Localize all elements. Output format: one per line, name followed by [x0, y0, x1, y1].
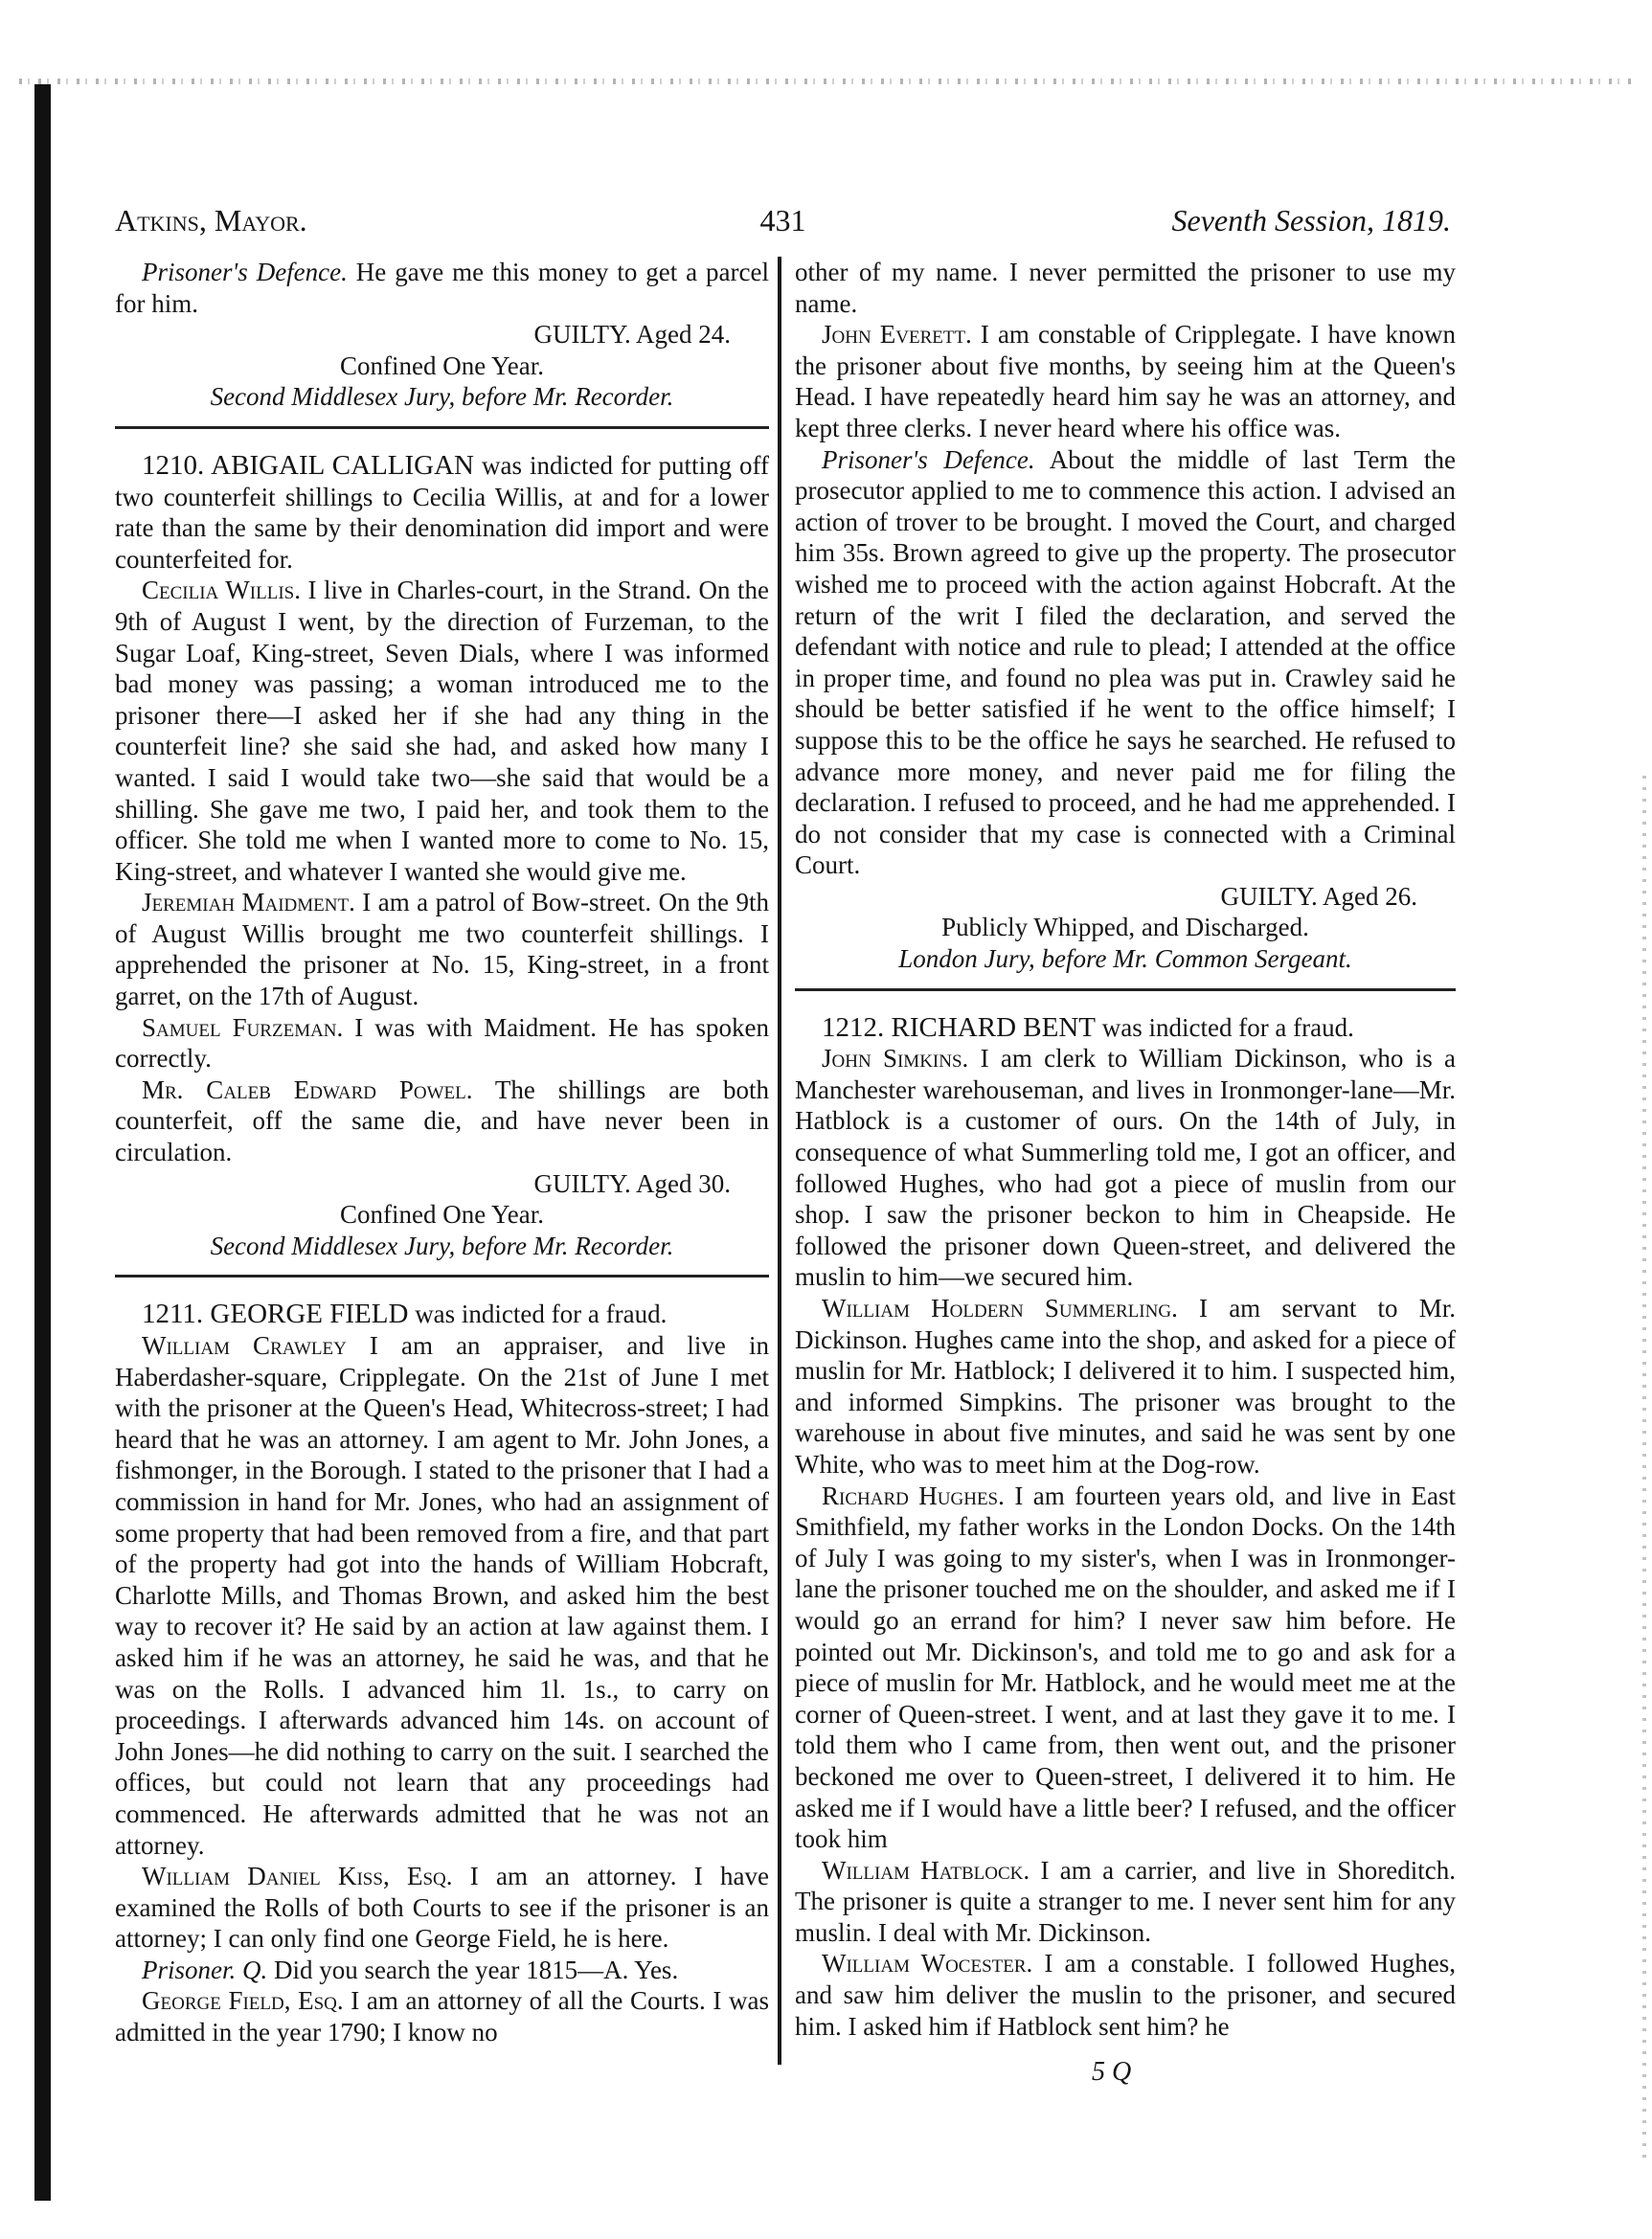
witness-testimony: [115, 1074, 769, 1168]
defence-text: About the middle of last Term the prosecutor applied to me to commence this action. I advised an action of trover to be brought. I moved the Court, and charged him 35s. Brown agreed to give up the property. The prosecutor wished me to proceed with the action against Hobcraft. At the return of the writ I filed the declaration, and served the defendant with notice and rule to plead; I attended at the office in proper time, and found no plea was put in. Crawley said he should be better satisfied if he went to the office himself; I suppose this to be the office he says he searched. He refused to advance more money, and never paid me for filing the declaration. I refused to proceed, and he had me apprehended. I do not consider that my case is connected with a Criminal Court.: [795, 444, 1456, 880]
testimony-text: I am an attorney of all the Courts. I was admitted in the year 1790; I know no: [115, 1986, 769, 2047]
defence-text: Did you search the year 1815—A. Yes.: [267, 1955, 679, 1984]
scan-binding-edge: [34, 84, 51, 2201]
witness-testimony: [795, 319, 1456, 443]
witness-name: John Simkins.: [822, 1044, 969, 1074]
testimony-text: I am constable of Cripplegate. I have known the prisoner about five months, by seeing him at the Queen's Head. I have repeatedly heard him say he was an attorney, and kept three clerks. I never heard where his office was.: [795, 320, 1457, 442]
defence-label: Prisoner. Q.: [142, 1955, 268, 1984]
column-divider: [778, 257, 781, 2065]
section-rule: [115, 1275, 769, 1278]
case-text: was indicted for putting off two counterfeit shillings to Cecilia Willis, at and for a lower rate than the same by their denomination did import and were counterfeited for.: [115, 450, 769, 574]
left-column: [115, 257, 769, 2048]
case-entry: [115, 1299, 769, 1330]
testimony-text: I live in Charles-court, in the Strand. On the 9th of August I went, by the direction of Furzeman, to the Sugar Loaf, King-street, Seven Dials, where I was informed bad money was passing; a woman introduced me to the prisoner there—I asked her if she had any thing in the counterfeit line? she said she had, and asked how many I wanted. I said I would take two—she said that would be a shilling. She gave me two, I paid her, and took them to the officer. She told me when I wanted more to come to No. 15, King-street, and whatever I wanted she would give me.: [115, 576, 769, 886]
sentence-line: Confined One Year.: [340, 351, 544, 380]
witness-name: Jeremiah Maidment.: [142, 888, 355, 917]
testimony-text: I am a patrol of Bow-street. On the 9th of August Willis brought me two counterfeit shillings. I apprehended the prisoner at No. 15, King-street, in a front garret, on the 17th of August.: [115, 888, 769, 1011]
defence-statement: [795, 444, 1456, 881]
case-title: 1211. GEORGE FIELD: [142, 1299, 409, 1330]
witness-name: William Holdern Summerling.: [822, 1294, 1178, 1323]
witness-testimony: [115, 1012, 769, 1074]
defence-statement: [115, 1955, 769, 1986]
case-title: 1210. ABIGAIL CALLIGAN: [142, 449, 474, 481]
witness-name: William Crawley: [142, 1331, 347, 1360]
witness-testimony: [795, 1293, 1456, 1481]
testimony-text: I am clerk to William Dickinson, who is a Manchester warehouseman, and lives in Ironmonger-lane—Mr. Hatblock is a customer of ours. On the 14th of July, in consequence of what Summerling told me, I got an officer, and followed Hughes, who had got a piece of muslin from our shop. I saw the prisoner beckon to him in Cheapside. He followed the prisoner down Queen-street, and delivered the muslin to him—we secured him.: [795, 1044, 1456, 1292]
witness-testimony: [795, 1855, 1456, 1949]
witness-name: Mr. Caleb Edward Powel.: [142, 1074, 473, 1104]
case-text: was indicted for a fraud.: [1095, 1012, 1354, 1042]
witness-testimony: [115, 575, 769, 887]
verdict-line: GUILTY. Aged 30.: [533, 1168, 731, 1198]
defence-text: He gave me this money to get a parcel for him.: [115, 258, 769, 318]
witness-testimony: [795, 1043, 1456, 1293]
case-entry: [115, 450, 769, 575]
witness-name: William Daniel Kiss, Esq.: [142, 1862, 453, 1891]
page-number: 431: [759, 203, 806, 237]
defence-label: Prisoner's Defence.: [142, 258, 348, 286]
section-rule: [115, 426, 769, 429]
continued-text: other of my name. I never permitted the prisoner to use my name.: [795, 258, 1456, 318]
witness-name: William Wocester.: [822, 1949, 1033, 1979]
sentence-line: Confined One Year.: [340, 1200, 544, 1230]
running-header: [115, 203, 1451, 249]
testimony-text: I am fourteen years old, and live in East Smithfield, my father works in the London Docks. On the 14th of July I was going to my sister's, when I was in Ironmonger-lane the prisoner touched me on the shoulder, and asked me if I would go an errand for him? I never saw him before. He pointed out Mr. Dickinson's, and told me to go and ask for a piece of muslin for Mr. Hatblock, and he would meet me at the corner of Queen-street. I went, and at last they gave it to me. I told them who I came from, then went out, and the prisoner beckoned me over to Queen-street, I delivered it to him. He asked me if I would have a little beer? I refused, and the officer took him: [795, 1481, 1457, 1854]
defence-label: Prisoner's Defence.: [822, 444, 1035, 474]
jury-line: Second Middlesex Jury, before Mr. Recorder.: [210, 1231, 674, 1260]
witness-testimony: [115, 1861, 769, 1955]
witness-testimony: [115, 1985, 769, 2047]
witness-testimony: [115, 1330, 769, 1861]
witness-name: William Hatblock.: [822, 1855, 1030, 1885]
right-column: [795, 257, 1456, 2042]
witness-testimony: [115, 887, 769, 1011]
header-mayor: Atkins, Mayor.: [115, 203, 307, 237]
sentence-line: Publicly Whipped, and Discharged.: [941, 913, 1309, 942]
jury-line: London Jury, before Mr. Common Sergeant.: [898, 944, 1352, 974]
witness-testimony: [795, 1948, 1456, 2042]
witness-name: Cecilia Willis.: [142, 576, 301, 605]
scan-noise-top: [19, 79, 1633, 84]
testimony-text: The shillings are both counterfeit, off the same die, and have never been in circulation.: [115, 1074, 769, 1167]
witness-name: Samuel Furzeman.: [142, 1012, 344, 1042]
witness-name: Richard Hughes.: [822, 1481, 1005, 1510]
case-text: was indicted for a fraud.: [408, 1300, 668, 1329]
verdict-line: GUILTY. Aged 24.: [533, 320, 731, 350]
testimony-text: I am a constable. I followed Hughes, and saw him deliver the muslin to the prisoner, and secured him. I asked him if Hatblock sent him? he: [795, 1949, 1456, 2041]
signature-mark: 5 Q: [1092, 2057, 1132, 2087]
witness-name: John Everett.: [822, 320, 972, 350]
testimony-text: I am an appraiser, and live in Haberdasher-square, Cripplegate. On the 21st of June I met with the prisoner at the Queen's Head, Whitecross-street; I had heard that he was an attorney. I am agent to Mr. John Jones, a fishmonger, in the Borough. I stated to the prisoner that I had a commission in hand for Mr. Jones, who had an assignment of some property that had been removed from a fire, and that part of the property had got into the hands of William Hobcraft, Charlotte Mills, and Thomas Brown, and asked him the best way to recover it? He said by an action at law against them. I asked him if he was an attorney, he said he was, and that he was on the Rolls. I advanced him 1l. 1s., to carry on proceedings. I afterwards advanced him 14s. on account of John Jones—he did nothing to carry on the suit. I searched the offices, but could not learn that any proceedings had commenced. He afterwards admitted that he was not an attorney.: [115, 1331, 769, 1860]
jury-line: Second Middlesex Jury, before Mr. Recorder.: [210, 382, 674, 412]
case-entry: [795, 1012, 1456, 1044]
testimony-text: I am servant to Mr. Dickinson. Hughes came into the shop, and asked for a piece of muslin for Mr. Hatblock; I delivered it to him. I suspected him, and informed Simpkins. The prisoner was brought to the warehouse in about five minutes, and said he was sent by one White, who was to meet him at the Dog-row.: [795, 1294, 1456, 1479]
testimony-text: I am a carrier, and live in Shoreditch. The prisoner is quite a stranger to me. I never sent him for any muslin. I deal with Mr. Dickinson.: [795, 1855, 1456, 1947]
verdict-line: GUILTY. Aged 26.: [1220, 881, 1417, 911]
defence-statement: [115, 257, 769, 319]
witness-testimony: [795, 1481, 1456, 1855]
testimony-text: I am an attorney. I have examined the Rolls of both Courts to see if the prisoner is an attorney; I can only find one George Field, he is here.: [115, 1862, 769, 1954]
header-session: Seventh Session, 1819.: [1171, 203, 1451, 237]
section-rule: [795, 988, 1456, 991]
testimony-text: I was with Maidment. He has spoken correctly.: [115, 1012, 769, 1074]
witness-name: George Field, Esq.: [142, 1986, 344, 2016]
case-title: 1212. RICHARD BENT: [822, 1011, 1096, 1043]
scan-noise-right: [1642, 776, 1646, 2164]
